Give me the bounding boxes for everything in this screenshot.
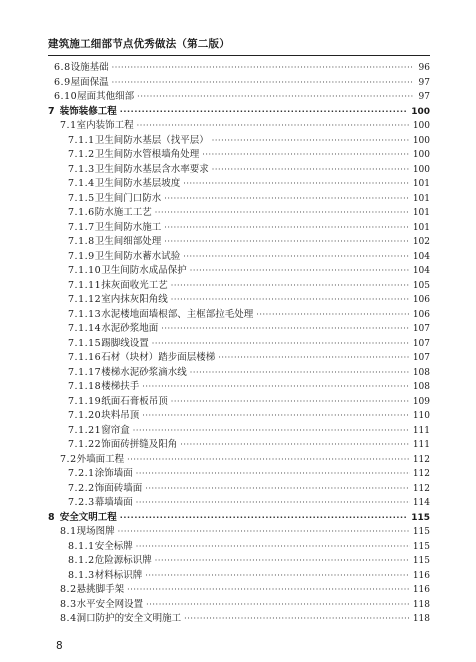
toc-entry-title: 卫生间防水基层坡度: [94, 178, 181, 189]
toc-dot-leader: [164, 221, 410, 236]
toc-entry-page: 115: [412, 556, 430, 566]
toc-entry-title: 水泥楼地面墙根部、主框部拉毛处理: [101, 308, 254, 320]
toc-entry-number: 7.1.13: [68, 308, 102, 320]
toc-entry[interactable]: [48, 206, 430, 221]
toc-dot-leader: [152, 337, 410, 352]
toc-entry-page: 107: [412, 324, 430, 334]
toc-entry-title: 饰面砖拼缝及阳角: [101, 439, 178, 450]
toc-entry-page: 108: [412, 367, 430, 378]
toc-entry-page: 101: [412, 179, 430, 189]
toc-entry-title: 室内装饰工程: [76, 120, 134, 131]
toc-entry[interactable]: [48, 380, 430, 395]
toc-entry[interactable]: [48, 598, 430, 613]
toc-entry-title: 窗帘盒: [101, 424, 130, 436]
toc-entry-number: 6.8: [54, 62, 71, 73]
toc-dot-leader: [155, 554, 410, 569]
toc-entry-page: 102: [412, 237, 430, 247]
toc-entry-title: 石材（块材）踏步面层楼梯: [101, 352, 216, 363]
toc-entry-number: 7.1: [60, 120, 77, 131]
toc-entry-title: 卫生间防水施工: [94, 221, 162, 233]
toc-dot-leader: [190, 366, 410, 381]
toc-entry-number: 8.2: [60, 584, 77, 595]
toc-entry-title: 抹灰面收光工艺: [101, 279, 168, 291]
toc-dot-leader: [145, 482, 410, 497]
toc-entry-number: 7.1.12: [68, 294, 102, 305]
toc-entry-title: 幕墙墙面: [94, 497, 133, 508]
toc-dot-leader: [183, 177, 410, 192]
toc-entry-page: 115: [412, 541, 430, 552]
toc-entry-title: 卫生间防水成品保护: [101, 265, 187, 276]
toc-entry-title: 水平安全网设置: [76, 598, 144, 610]
toc-dot-leader: [120, 511, 408, 526]
toc-entry-title: 楼梯水泥砂浆滴水线: [101, 366, 187, 378]
toc-entry-title: 卫生间防水基层含水率要求: [94, 163, 209, 175]
toc-dot-leader: [137, 119, 410, 134]
toc-entry-title: 涂饰墙面: [94, 468, 133, 479]
toc-entry[interactable]: [48, 235, 430, 250]
toc-dot-leader: [142, 380, 410, 395]
toc-entry-title: 屋面其他细部: [77, 91, 135, 102]
toc-entry-number: 7.1.16: [68, 352, 102, 363]
toc-entry-number: 7: [48, 105, 56, 117]
toc-dot-leader: [171, 279, 410, 294]
toc-entry-number: 8.4: [60, 613, 77, 624]
toc-dot-leader: [161, 322, 410, 337]
toc-entry-page: 116: [412, 585, 430, 595]
toc-entry-title: 设施基础: [70, 62, 109, 73]
toc-entry-title: 悬挑脚手架: [76, 584, 125, 595]
toc-dot-leader: [136, 540, 410, 555]
toc-entry-number: 6.10: [54, 91, 78, 102]
toc-entry-title: 安全文明工程: [59, 511, 117, 523]
toc-entry-title: 室内抹灰阳角线: [101, 294, 168, 305]
toc-entry-page: 115: [411, 512, 430, 523]
toc-entry-number: 7.1.4: [68, 178, 95, 189]
toc-entry[interactable]: [48, 76, 430, 91]
toc-entry-number: 7.1.19: [68, 395, 102, 407]
toc-dot-leader: [145, 569, 410, 584]
toc-entry-title: 纸面石膏板吊顶: [101, 395, 168, 407]
toc-entry-page: 100: [412, 135, 430, 146]
toc-entry-page: 114: [412, 498, 430, 508]
toc-entry[interactable]: [48, 264, 430, 279]
table-of-contents: [48, 61, 430, 627]
toc-entry-page: 106: [412, 309, 430, 320]
toc-entry-page: 107: [412, 338, 430, 349]
toc-entry[interactable]: [48, 279, 430, 294]
toc-entry-number: 7.2.1: [68, 468, 95, 479]
toc-entry[interactable]: [48, 134, 430, 149]
toc-entry[interactable]: [48, 322, 430, 337]
toc-entry-title: 防水施工工艺: [94, 207, 152, 218]
toc-entry-page: 100: [412, 150, 430, 160]
toc-entry-page: 112: [412, 454, 430, 465]
toc-entry-title: 现场图牌: [76, 526, 115, 537]
toc-entry-title: 屋面保温: [70, 76, 109, 88]
toc-entry[interactable]: [48, 395, 430, 410]
toc-dot-leader: [112, 76, 413, 91]
toc-entry-page: 112: [412, 469, 430, 479]
toc-entry[interactable]: [48, 525, 430, 540]
toc-entry[interactable]: [48, 540, 430, 555]
toc-entry[interactable]: [48, 119, 430, 134]
toc-dot-leader: [212, 163, 410, 178]
toc-dot-leader: [190, 264, 410, 279]
toc-dot-leader: [118, 525, 410, 540]
toc-entry[interactable]: [48, 467, 430, 482]
toc-entry-title: 卫生间防水蓄水试验: [94, 250, 181, 262]
toc-dot-leader: [164, 192, 410, 207]
toc-dot-leader: [164, 235, 410, 250]
toc-entry-number: 8.1.3: [68, 569, 95, 581]
toc-entry[interactable]: [48, 569, 430, 584]
toc-entry-number: 7.2: [60, 453, 77, 465]
toc-entry-number: 8.1: [60, 526, 77, 537]
toc-entry-number: 8: [48, 511, 56, 523]
toc-entry-page: 97: [418, 77, 430, 88]
toc-entry-number: 7.1.11: [68, 279, 102, 291]
toc-entry-page: 101: [412, 193, 430, 204]
toc-entry-number: 7.1.15: [68, 337, 102, 349]
toc-entry[interactable]: [48, 192, 430, 207]
toc-entry[interactable]: [48, 351, 430, 366]
toc-dot-leader: [133, 424, 410, 439]
running-header-title: 建筑施工细部节点优秀做法（第二版）: [48, 38, 230, 50]
toc-dot-leader: [183, 250, 410, 265]
toc-entry-number: 8.1.1: [68, 540, 95, 552]
toc-entry-title: 卫生间细部处理: [94, 236, 162, 247]
toc-entry-page: 104: [412, 251, 430, 262]
toc-entry-number: 7.1.10: [68, 265, 102, 276]
toc-entry-number: 7.2.3: [68, 497, 95, 508]
toc-entry-title: 危险源标识牌: [94, 555, 152, 566]
toc-entry-number: 7.1.14: [68, 323, 102, 334]
toc-entry-title: 外墙面工程: [76, 453, 125, 465]
toc-entry[interactable]: [48, 583, 430, 598]
toc-entry-number: 7.1.7: [68, 221, 95, 233]
toc-entry[interactable]: [48, 438, 430, 453]
toc-entry[interactable]: [48, 177, 430, 192]
toc-entry-number: 7.1.6: [68, 207, 95, 218]
toc-dot-leader: [202, 148, 410, 163]
toc-entry-number: 8.1.2: [68, 555, 95, 566]
toc-dot-leader: [137, 90, 413, 105]
toc-entry-number: 7.1.1: [68, 134, 95, 146]
toc-entry-number: 7.1.20: [68, 410, 102, 421]
toc-entry-page: 104: [412, 266, 430, 276]
header-rule: [48, 55, 430, 56]
toc-entry-title: 安全标牌: [94, 540, 133, 552]
toc-dot-leader: [184, 612, 410, 627]
toc-entry-title: 卫生间防水基层（找平层）: [94, 134, 209, 146]
toc-entry[interactable]: [48, 496, 430, 511]
toc-entry-page: 118: [412, 614, 430, 624]
toc-entry-number: 7.2.2: [68, 482, 95, 494]
toc-dot-leader: [212, 134, 410, 149]
toc-entry-title: 楼梯扶手: [101, 381, 140, 392]
toc-entry-page: 101: [412, 208, 430, 218]
toc-entry[interactable]: [48, 337, 430, 352]
toc-entry-title: 卫生间门口防水: [94, 192, 162, 204]
toc-entry-page: 100: [412, 164, 430, 175]
toc-entry-page: 112: [412, 483, 430, 494]
toc-entry[interactable]: [48, 221, 430, 236]
toc-entry-title: 水泥砂浆地面: [101, 323, 159, 334]
toc-dot-leader: [256, 308, 410, 323]
toc-entry-number: 7.1.3: [68, 163, 95, 175]
toc-entry[interactable]: [48, 453, 430, 468]
toc-dot-leader: [180, 438, 410, 453]
toc-entry[interactable]: [48, 250, 430, 265]
toc-entry-page: 101: [412, 222, 430, 233]
toc-entry[interactable]: [48, 554, 430, 569]
toc-dot-leader: [142, 409, 410, 424]
page-number: 8: [56, 640, 63, 652]
toc-entry-title: 装饰装修工程: [59, 105, 117, 117]
toc-dot-leader: [171, 395, 410, 410]
toc-entry[interactable]: [48, 90, 430, 105]
toc-entry[interactable]: [48, 105, 430, 120]
toc-entry-number: 7.1.18: [68, 381, 102, 392]
toc-entry[interactable]: [48, 163, 430, 178]
toc-entry-page: 111: [412, 425, 430, 436]
toc-entry[interactable]: [48, 612, 430, 627]
toc-entry-page: 105: [412, 280, 430, 291]
toc-entry[interactable]: [48, 308, 430, 323]
toc-entry-number: 7.1.9: [68, 250, 95, 262]
toc-entry-page: 115: [412, 527, 430, 537]
toc-entry-page: 107: [412, 353, 430, 363]
toc-entry-page: 97: [418, 92, 430, 102]
toc-entry-page: 100: [411, 106, 430, 117]
toc-entry[interactable]: [48, 409, 430, 424]
toc-entry-page: 108: [412, 382, 430, 392]
toc-entry-title: 材料标识牌: [94, 569, 143, 581]
toc-entry-number: 7.1.5: [68, 192, 95, 204]
toc-dot-leader: [136, 467, 410, 482]
toc-entry[interactable]: [48, 424, 430, 439]
toc-entry-title: 洞口防护的安全文明施工: [76, 613, 182, 624]
toc-entry-number: 8.3: [60, 598, 77, 610]
toc-entry-page: 118: [412, 599, 430, 610]
toc-entry-page: 96: [418, 63, 430, 73]
toc-entry-page: 111: [412, 440, 430, 450]
toc-entry-title: 卫生间防水管根墙角处理: [94, 149, 200, 160]
toc-entry-title: 饰面砖墙面: [94, 482, 143, 494]
toc-entry-number: 7.1.21: [68, 424, 102, 436]
toc-dot-leader: [120, 105, 408, 120]
toc-entry[interactable]: [48, 61, 430, 76]
toc-entry-page: 106: [412, 295, 430, 305]
toc-dot-leader: [127, 583, 410, 598]
toc-entry-page: 100: [412, 121, 430, 131]
toc-entry[interactable]: [48, 293, 430, 308]
toc-dot-leader: [136, 496, 410, 511]
toc-entry-number: 6.9: [54, 76, 71, 88]
toc-entry-title: 踢脚线设置: [101, 337, 149, 349]
toc-entry[interactable]: [48, 482, 430, 497]
toc-dot-leader: [218, 351, 410, 366]
toc-entry[interactable]: [48, 366, 430, 381]
toc-entry-number: 7.1.2: [68, 149, 95, 160]
toc-entry-number: 7.1.17: [68, 366, 102, 378]
toc-dot-leader: [127, 453, 410, 468]
toc-entry-page: 109: [412, 396, 430, 407]
toc-entry[interactable]: [48, 511, 430, 526]
toc-entry-page: 116: [412, 570, 430, 581]
toc-entry-page: 110: [412, 411, 430, 421]
toc-entry[interactable]: [48, 148, 430, 163]
toc-dot-leader: [112, 61, 413, 76]
toc-entry-number: 7.1.22: [68, 439, 102, 450]
toc-dot-leader: [171, 293, 410, 308]
toc-entry-number: 7.1.8: [68, 236, 95, 247]
toc-dot-leader: [155, 206, 410, 221]
toc-dot-leader: [146, 598, 410, 613]
toc-entry-title: 块料吊顶: [101, 410, 140, 421]
